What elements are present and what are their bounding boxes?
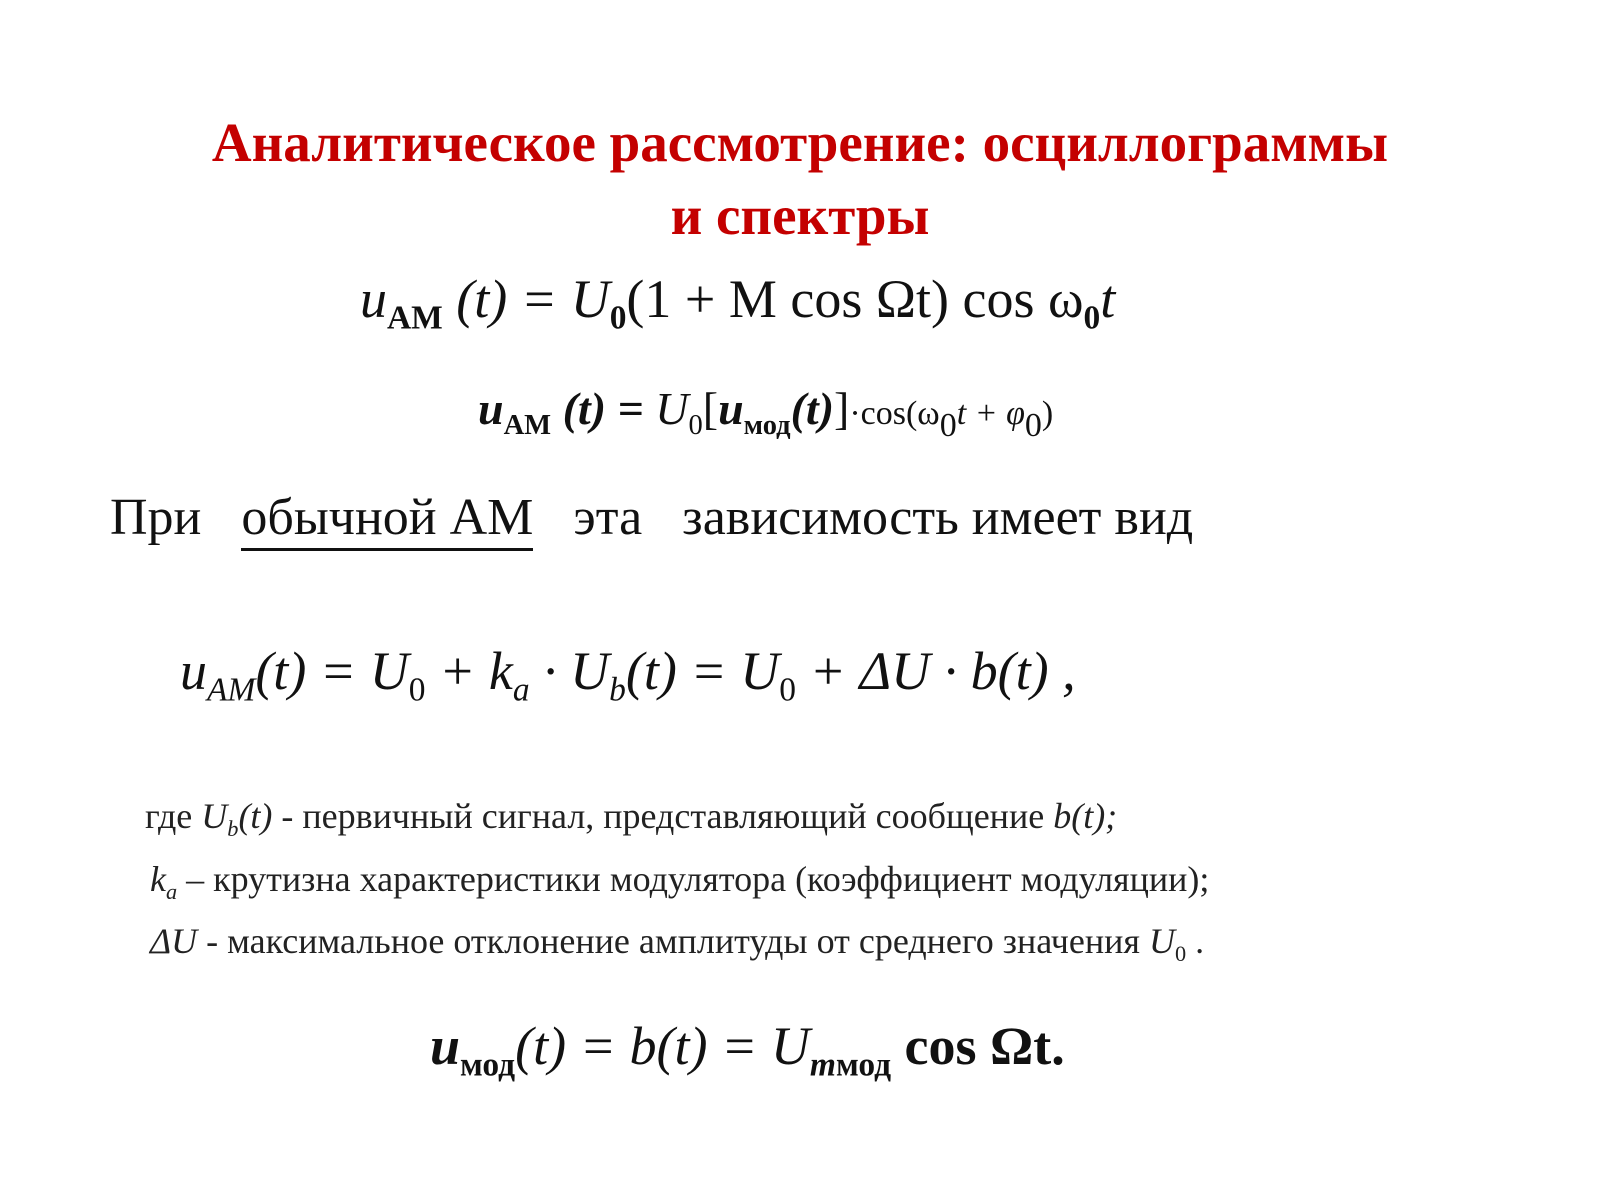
eq2-omega-sub: 0 bbox=[939, 406, 957, 444]
eq1-U: U bbox=[570, 269, 610, 329]
eq3-p3: · U bbox=[529, 641, 610, 701]
eq2-close: ) bbox=[1041, 395, 1054, 432]
d3-U: U bbox=[1148, 921, 1175, 961]
eq2-U: U bbox=[655, 383, 689, 434]
eq3-sub-0b: 0 bbox=[779, 671, 796, 709]
eq1-rhs: (1 + M cos Ωt) cos ω bbox=[626, 269, 1084, 329]
d3-sub-0: 0 bbox=[1174, 940, 1187, 966]
equation-am-basic bbox=[360, 268, 1115, 338]
eq2-sub-am: AM bbox=[503, 409, 552, 441]
eq3-sub-am: AM bbox=[207, 671, 256, 709]
eq3-sub-0a: 0 bbox=[408, 671, 426, 709]
eq4-sub-mod2: мод bbox=[835, 1046, 892, 1084]
d2-text: – крутизна характеристики модулятора (коэффициент модуляции); bbox=[177, 859, 1210, 899]
eq2-mod-arg: (t) bbox=[790, 383, 835, 434]
description-delta-u bbox=[150, 920, 1204, 967]
d1-bt: b(t); bbox=[1053, 796, 1118, 836]
eq2-bracket-open: [ bbox=[702, 383, 719, 434]
equation-u-mod bbox=[430, 1015, 1065, 1085]
eq2-bracket-close: ] bbox=[834, 383, 850, 434]
d3-text: - максимальное отклонение амплитуды от среднего значения bbox=[197, 921, 1149, 961]
eq2-u: u bbox=[478, 383, 504, 434]
eq2-cos-text: ·cos(ω bbox=[849, 395, 940, 432]
d3-end: . bbox=[1186, 921, 1205, 961]
eq2-phi-sub: 0 bbox=[1024, 406, 1042, 444]
eq3-u: u bbox=[180, 641, 207, 701]
equation-am-modulating bbox=[478, 382, 1053, 445]
eq3-sub-b: b bbox=[609, 671, 626, 709]
d2-sub-a: a bbox=[165, 878, 178, 904]
lead-obychnoy-am: обычной АМ bbox=[241, 489, 533, 551]
eq2-lhs-arg: (t) = bbox=[562, 383, 644, 434]
eq3-sub-a: a bbox=[512, 671, 530, 709]
description-ub bbox=[145, 795, 1117, 842]
eq4-u: u bbox=[430, 1016, 461, 1076]
lead-sentence bbox=[110, 488, 1193, 547]
eq1-u: u bbox=[360, 269, 387, 329]
eq1-t: t bbox=[1100, 269, 1116, 329]
d1-lead: где bbox=[145, 796, 202, 836]
eq3-p2: + k bbox=[425, 641, 513, 701]
eq4-sub-m: m bbox=[809, 1046, 836, 1084]
d2-k: k bbox=[150, 859, 166, 899]
eq2-cos-tail: t + φ bbox=[956, 395, 1025, 432]
d1-arg: (t) bbox=[238, 796, 273, 836]
description-ka bbox=[150, 858, 1209, 905]
lead-rest: зависимость имеет вид bbox=[682, 489, 1194, 546]
eq3-p1: (t) = U bbox=[255, 641, 409, 701]
eq1-sub-am: AM bbox=[387, 299, 443, 337]
eq2-u-mod: u bbox=[718, 383, 744, 434]
eq3-p4: (t) = U bbox=[625, 641, 780, 701]
d3-delta-u: ΔU bbox=[150, 921, 198, 961]
lead-word-pri: При bbox=[110, 489, 202, 546]
eq4-p1: (t) = b(t) = U bbox=[515, 1016, 810, 1076]
eq2-sub-mod: мод bbox=[743, 409, 791, 441]
eq4-p2: cos Ωt. bbox=[891, 1016, 1065, 1076]
eq4-sub-mod: мод bbox=[460, 1046, 516, 1084]
eq2-sub-0: 0 bbox=[688, 409, 703, 441]
eq1-sub-0: 0 bbox=[609, 299, 627, 337]
lead-word-eta: эта bbox=[573, 489, 643, 546]
eq1-lhs-arg: (t) = bbox=[456, 269, 558, 329]
eq3-p5: + ΔU · b(t) , bbox=[796, 641, 1076, 701]
d1-sub-b: b bbox=[227, 815, 239, 841]
d1-U: U bbox=[201, 796, 228, 836]
equation-am-general bbox=[180, 640, 1076, 710]
eq1-omega-sub: 0 bbox=[1083, 299, 1101, 337]
slide-title-line-1: Аналитическое рассмотрение: осциллограммы bbox=[211, 112, 1389, 173]
slide-title-line-2: и спектры bbox=[670, 185, 930, 246]
d1-text: - первичный сигнал, представляющий сообщение bbox=[272, 796, 1054, 836]
